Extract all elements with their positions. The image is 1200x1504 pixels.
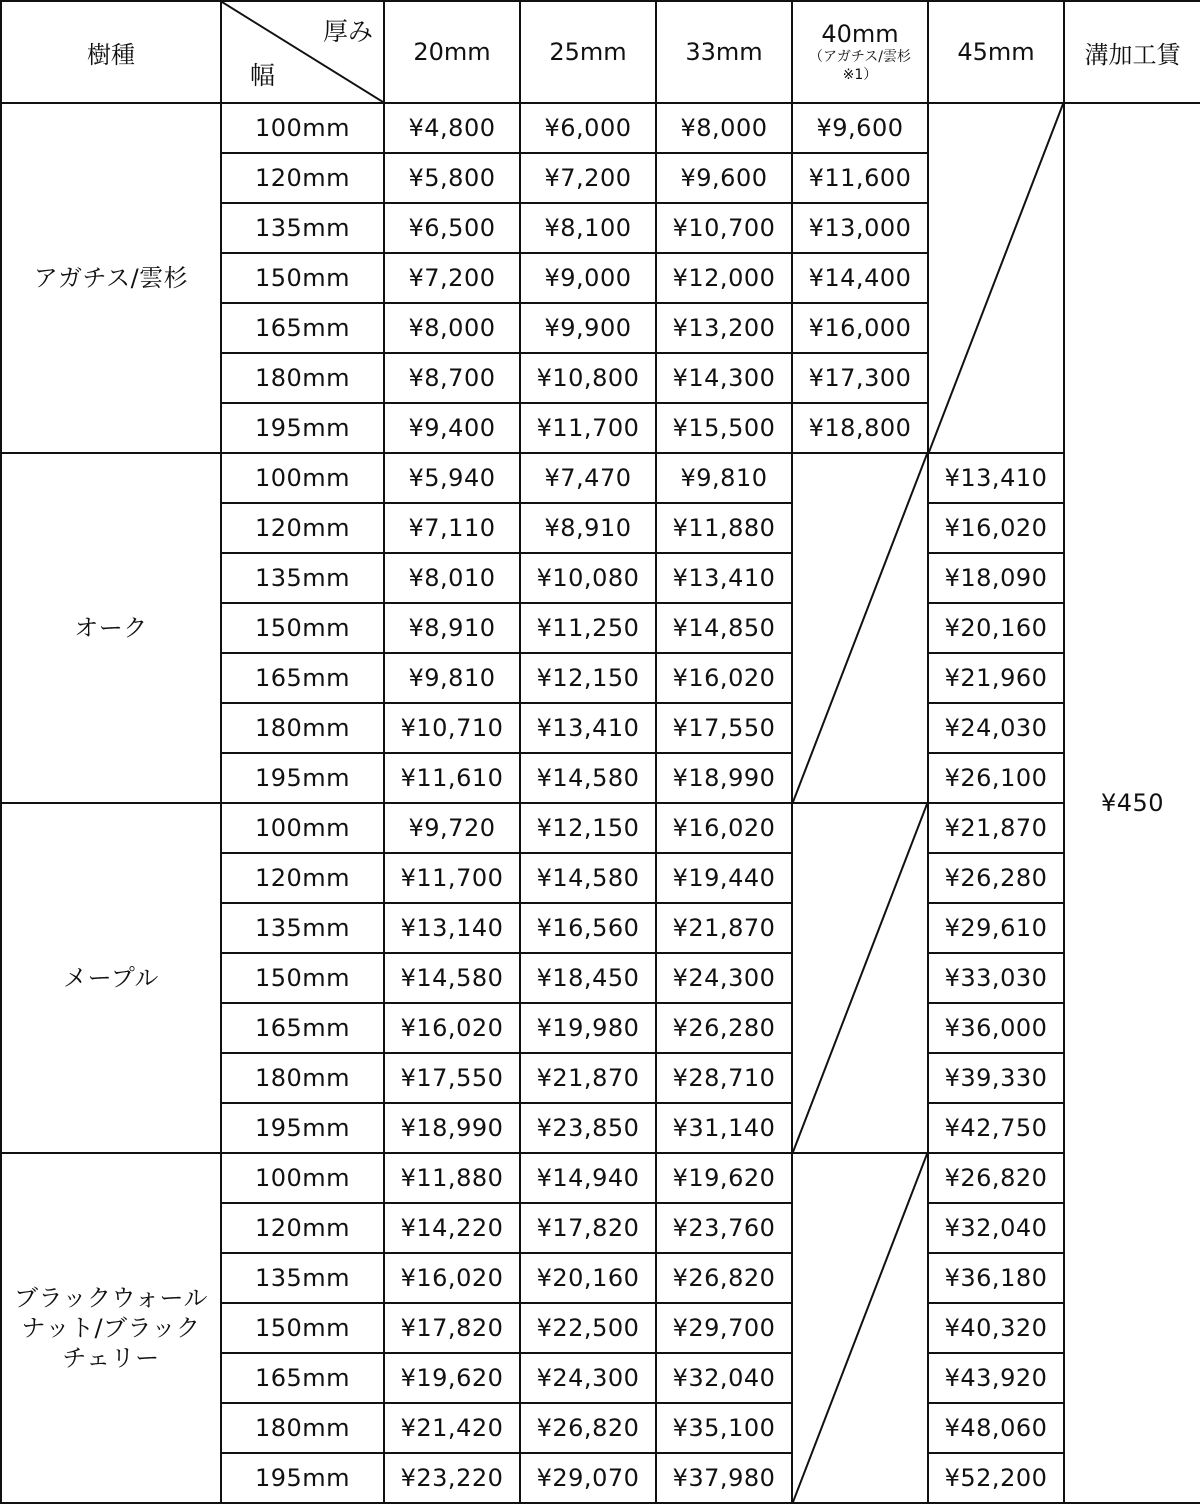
price-25mm: ¥21,870 (520, 1053, 656, 1103)
price-33mm: ¥29,700 (656, 1303, 792, 1353)
width-cell: 120mm (221, 1203, 384, 1253)
price-45mm: ¥21,870 (928, 803, 1064, 853)
groove-price-cell: ¥450 (1064, 103, 1200, 1503)
width-cell: 180mm (221, 1403, 384, 1453)
price-40mm: ¥14,400 (792, 253, 928, 303)
price-33mm: ¥32,040 (656, 1353, 792, 1403)
price-20mm: ¥7,110 (384, 503, 520, 553)
species-label: メープル (63, 964, 159, 992)
price-25mm: ¥20,160 (520, 1253, 656, 1303)
price-25mm: ¥22,500 (520, 1303, 656, 1353)
price-20mm: ¥19,620 (384, 1353, 520, 1403)
price-33mm: ¥9,810 (656, 453, 792, 503)
width-cell: 165mm (221, 303, 384, 353)
header-40mm-note-line2: ※1） (842, 67, 878, 83)
species-label: アガチス/雲杉 (33, 264, 189, 292)
na-40mm-cell-line (793, 1154, 927, 1502)
species-cell (1, 453, 221, 803)
price-45mm: ¥13,410 (928, 453, 1064, 503)
na-40mm-cell-line (793, 804, 927, 1152)
price-25mm: ¥12,150 (520, 653, 656, 703)
price-25mm: ¥10,080 (520, 553, 656, 603)
price-33mm: ¥26,820 (656, 1253, 792, 1303)
na-40mm-cell (792, 803, 928, 1153)
price-20mm: ¥17,820 (384, 1303, 520, 1353)
price-33mm: ¥12,000 (656, 253, 792, 303)
price-45mm: ¥26,820 (928, 1153, 1064, 1203)
price-45mm: ¥24,030 (928, 703, 1064, 753)
price-33mm: ¥23,760 (656, 1203, 792, 1253)
table-row (1, 803, 1200, 853)
width-cell: 165mm (221, 1353, 384, 1403)
width-cell: 150mm (221, 253, 384, 303)
width-cell: 100mm (221, 1153, 384, 1203)
header-40mm (792, 1, 928, 103)
header-species: 樹種 (1, 1, 221, 103)
table-row (1, 103, 1200, 153)
species-cell (1, 103, 221, 453)
width-cell: 135mm (221, 903, 384, 953)
price-25mm: ¥14,580 (520, 753, 656, 803)
price-33mm: ¥31,140 (656, 1103, 792, 1153)
price-40mm: ¥11,600 (792, 153, 928, 203)
price-25mm: ¥26,820 (520, 1403, 656, 1453)
price-45mm: ¥52,200 (928, 1453, 1064, 1503)
price-33mm: ¥11,880 (656, 503, 792, 553)
width-cell: 165mm (221, 653, 384, 703)
price-20mm: ¥7,200 (384, 253, 520, 303)
na-40mm-cell (792, 453, 928, 803)
header-width-label: 幅 (250, 61, 276, 90)
header-40mm-note-line1: （アガチス/雲杉 (808, 49, 912, 65)
price-20mm: ¥14,220 (384, 1203, 520, 1253)
price-40mm: ¥18,800 (792, 403, 928, 453)
width-cell: 180mm (221, 1053, 384, 1103)
price-33mm: ¥15,500 (656, 403, 792, 453)
width-cell: 100mm (221, 453, 384, 503)
price-20mm: ¥23,220 (384, 1453, 520, 1503)
price-20mm: ¥5,940 (384, 453, 520, 503)
price-45mm: ¥20,160 (928, 603, 1064, 653)
price-33mm: ¥35,100 (656, 1403, 792, 1453)
price-25mm: ¥12,150 (520, 803, 656, 853)
species-label: オーク (74, 614, 148, 642)
price-33mm: ¥17,550 (656, 703, 792, 753)
price-25mm: ¥11,700 (520, 403, 656, 453)
header-groove: 溝加工賃 (1064, 1, 1200, 103)
price-25mm: ¥23,850 (520, 1103, 656, 1153)
species-cell (1, 1153, 221, 1503)
price-33mm: ¥10,700 (656, 203, 792, 253)
price-20mm: ¥21,420 (384, 1403, 520, 1453)
price-33mm: ¥16,020 (656, 653, 792, 703)
header-45mm: 45mm (928, 1, 1064, 103)
price-45mm: ¥26,280 (928, 853, 1064, 903)
price-33mm: ¥19,620 (656, 1153, 792, 1203)
price-25mm: ¥24,300 (520, 1353, 656, 1403)
width-cell: 135mm (221, 553, 384, 603)
na-45mm-cell-line (929, 104, 1063, 452)
price-20mm: ¥4,800 (384, 103, 520, 153)
width-cell: 180mm (221, 703, 384, 753)
price-33mm: ¥9,600 (656, 153, 792, 203)
price-40mm: ¥9,600 (792, 103, 928, 153)
table-row (1, 453, 1200, 503)
width-cell: 195mm (221, 1103, 384, 1153)
price-40mm: ¥13,000 (792, 203, 928, 253)
price-25mm: ¥7,470 (520, 453, 656, 503)
price-33mm: ¥37,980 (656, 1453, 792, 1503)
price-40mm: ¥16,000 (792, 303, 928, 353)
species-label: チェリー (62, 1344, 160, 1372)
na-40mm-cell-line (793, 454, 927, 802)
price-40mm: ¥17,300 (792, 353, 928, 403)
width-cell: 120mm (221, 153, 384, 203)
table-row (1, 1153, 1200, 1203)
price-25mm: ¥8,910 (520, 503, 656, 553)
price-20mm: ¥5,800 (384, 153, 520, 203)
price-25mm: ¥9,000 (520, 253, 656, 303)
na-45mm-cell (928, 103, 1064, 453)
species-label: ナット/ブラック (21, 1314, 201, 1342)
width-cell: 150mm (221, 603, 384, 653)
price-45mm: ¥36,000 (928, 1003, 1064, 1053)
price-25mm: ¥11,250 (520, 603, 656, 653)
price-45mm: ¥39,330 (928, 1053, 1064, 1103)
price-33mm: ¥13,200 (656, 303, 792, 353)
header-thickness-width (221, 1, 384, 103)
price-20mm: ¥16,020 (384, 1003, 520, 1053)
price-45mm: ¥16,020 (928, 503, 1064, 553)
width-cell: 150mm (221, 953, 384, 1003)
price-45mm: ¥26,100 (928, 753, 1064, 803)
price-25mm: ¥6,000 (520, 103, 656, 153)
price-33mm: ¥8,000 (656, 103, 792, 153)
table-body (1, 1, 1200, 1503)
price-45mm: ¥18,090 (928, 553, 1064, 603)
price-25mm: ¥19,980 (520, 1003, 656, 1053)
width-cell: 100mm (221, 803, 384, 853)
price-20mm: ¥9,810 (384, 653, 520, 703)
species-label: ブラックウォール (13, 1284, 209, 1312)
price-25mm: ¥10,800 (520, 353, 656, 403)
price-20mm: ¥11,610 (384, 753, 520, 803)
price-25mm: ¥14,580 (520, 853, 656, 903)
price-33mm: ¥14,300 (656, 353, 792, 403)
species-cell (1, 803, 221, 1153)
price-20mm: ¥18,990 (384, 1103, 520, 1153)
header-row (1, 1, 1200, 103)
price-45mm: ¥33,030 (928, 953, 1064, 1003)
price-33mm: ¥16,020 (656, 803, 792, 853)
width-cell: 100mm (221, 103, 384, 153)
price-25mm: ¥8,100 (520, 203, 656, 253)
price-20mm: ¥8,010 (384, 553, 520, 603)
price-33mm: ¥13,410 (656, 553, 792, 603)
width-cell: 135mm (221, 1253, 384, 1303)
price-25mm: ¥7,200 (520, 153, 656, 203)
price-45mm: ¥42,750 (928, 1103, 1064, 1153)
price-25mm: ¥14,940 (520, 1153, 656, 1203)
price-25mm: ¥29,070 (520, 1453, 656, 1503)
price-33mm: ¥26,280 (656, 1003, 792, 1053)
price-25mm: ¥18,450 (520, 953, 656, 1003)
price-33mm: ¥28,710 (656, 1053, 792, 1103)
price-20mm: ¥17,550 (384, 1053, 520, 1103)
width-cell: 135mm (221, 203, 384, 253)
price-25mm: ¥9,900 (520, 303, 656, 353)
price-45mm: ¥43,920 (928, 1353, 1064, 1403)
price-33mm: ¥24,300 (656, 953, 792, 1003)
width-cell: 180mm (221, 353, 384, 403)
header-40mm-label: 40mm (821, 20, 899, 48)
price-20mm: ¥11,700 (384, 853, 520, 903)
price-33mm: ¥21,870 (656, 903, 792, 953)
price-20mm: ¥13,140 (384, 903, 520, 953)
header-20mm: 20mm (384, 1, 520, 103)
price-33mm: ¥14,850 (656, 603, 792, 653)
price-33mm: ¥18,990 (656, 753, 792, 803)
price-20mm: ¥11,880 (384, 1153, 520, 1203)
width-cell: 120mm (221, 853, 384, 903)
width-cell: 150mm (221, 1303, 384, 1353)
header-33mm: 33mm (656, 1, 792, 103)
price-45mm: ¥21,960 (928, 653, 1064, 703)
width-cell: 165mm (221, 1003, 384, 1053)
price-45mm: ¥29,610 (928, 903, 1064, 953)
width-cell: 195mm (221, 1453, 384, 1503)
price-45mm: ¥32,040 (928, 1203, 1064, 1253)
price-45mm: ¥36,180 (928, 1253, 1064, 1303)
price-25mm: ¥17,820 (520, 1203, 656, 1253)
price-20mm: ¥14,580 (384, 953, 520, 1003)
price-20mm: ¥8,700 (384, 353, 520, 403)
price-45mm: ¥40,320 (928, 1303, 1064, 1353)
price-20mm: ¥8,000 (384, 303, 520, 353)
price-20mm: ¥9,400 (384, 403, 520, 453)
price-25mm: ¥16,560 (520, 903, 656, 953)
na-40mm-cell (792, 1153, 928, 1503)
price-20mm: ¥10,710 (384, 703, 520, 753)
price-33mm: ¥19,440 (656, 853, 792, 903)
width-cell: 195mm (221, 753, 384, 803)
width-cell: 195mm (221, 403, 384, 453)
price-20mm: ¥9,720 (384, 803, 520, 853)
price-20mm: ¥16,020 (384, 1253, 520, 1303)
price-25mm: ¥13,410 (520, 703, 656, 753)
price-45mm: ¥48,060 (928, 1403, 1064, 1453)
price-20mm: ¥8,910 (384, 603, 520, 653)
header-25mm: 25mm (520, 1, 656, 103)
width-cell: 120mm (221, 503, 384, 553)
price-20mm: ¥6,500 (384, 203, 520, 253)
header-thickness-label: 厚み (322, 17, 373, 46)
